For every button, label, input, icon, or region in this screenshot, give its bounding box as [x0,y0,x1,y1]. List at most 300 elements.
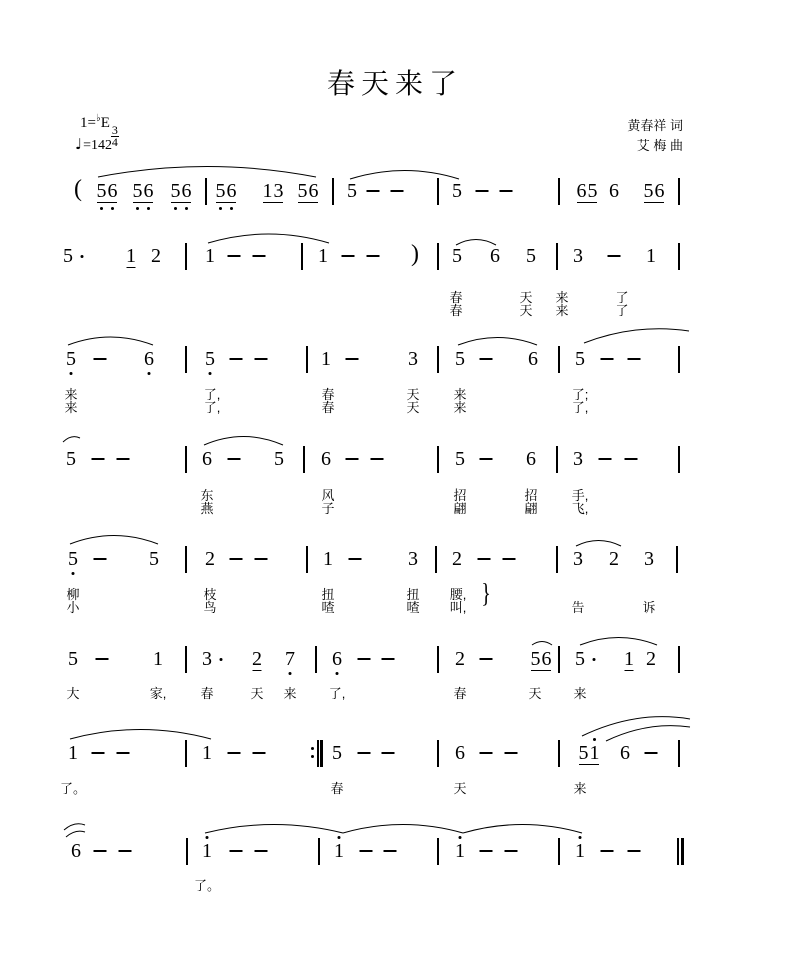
barline [186,838,188,865]
barline [558,178,560,205]
note-token [573,548,584,570]
slur [532,642,552,646]
low-octave-dot [336,672,339,675]
note-digit: 5 [587,180,598,202]
barline [435,546,437,573]
barline [437,346,439,373]
note-digit: 5 [452,180,462,202]
note-token [490,245,501,267]
note-token [205,348,216,370]
duration-dash [349,558,362,560]
note-digit: 6 [143,180,154,202]
duration-dash [628,358,641,360]
note-token [578,742,600,764]
eighth-beam [253,670,262,671]
note-token [455,840,466,862]
duration-dash [478,558,491,560]
lyric-syllable: 了, [328,686,346,701]
note-digit: 6 [332,648,343,670]
slur [64,824,85,830]
slur [350,171,459,180]
note-digit: 5 [526,245,536,267]
note-token [297,180,319,202]
lyric-syllable: 天 [519,303,533,318]
note-token [215,180,237,202]
barline [678,646,680,673]
duration-dash [382,658,395,660]
meter-denominator: 4 [111,135,118,149]
eighth-beam [127,267,136,268]
duration-dash [228,255,241,257]
note-token [408,348,419,370]
note-digit: 5 [132,180,143,202]
augmentation-dot [593,658,596,661]
slur [68,337,153,345]
lyric-syllable: 招 [524,488,538,503]
note-digit: 5 [530,648,541,670]
duration-dash [228,752,241,754]
note-digit: 2 [151,245,161,267]
note-token [262,180,284,202]
duration-dash [601,358,614,360]
lyric-syllable: 春 [330,781,344,796]
barline [678,446,680,473]
lyric-syllable: 天 [406,387,420,402]
duration-dash [228,458,241,460]
lyric-syllable: 子 [321,501,335,516]
lyric-syllable: 了 [615,303,629,318]
slur [98,167,316,178]
note-digit: 5 [215,180,226,202]
note-digit: 1 [126,245,136,267]
note-digit: 6 [181,180,192,202]
phrase-paren: ( [74,176,82,202]
eighth-beam [216,202,236,203]
note-digit: 7 [285,648,296,670]
lyric-syllable: 来 [64,400,78,415]
barline [437,243,439,270]
note-token [68,648,79,670]
note-digit: 5 [578,742,589,764]
note-digit: 5 [575,348,585,370]
note-digit: 2 [646,648,656,670]
lyric-syllable: 诉 [642,600,656,615]
barline [437,446,439,473]
eighth-beam [298,202,318,203]
note-token [575,840,586,862]
note-token [455,648,466,670]
note-token [347,180,358,202]
note-token [528,348,539,370]
note-digit: 5 [332,742,342,764]
lyric-syllable: 来 [555,303,569,318]
note-token [202,742,213,764]
note-token [575,348,586,370]
note-digit: 3 [408,348,418,370]
low-octave-dot [209,372,212,375]
note-token [609,548,620,570]
note-digit: 5 [643,180,654,202]
note-digit: 6 [576,180,587,202]
barline [205,178,207,205]
duration-dash [391,190,404,192]
slur [208,234,329,243]
eighth-beam [171,202,191,203]
lyric-syllable: 喳 [406,600,420,615]
note-digit: 6 [620,742,630,764]
note-digit: 1 [202,840,213,862]
eighth-beam [625,670,634,671]
final-bar-mark [681,838,684,865]
key-note: E [100,115,110,131]
note-digit: 1 [646,245,656,267]
duration-dash [119,850,132,852]
augmentation-dot [81,255,84,258]
low-octave-dot [136,207,139,210]
note-digit: 1 [589,742,600,764]
duration-dash [599,458,612,460]
barline [556,546,558,573]
note-digit: 1 [68,742,78,764]
note-digit: 3 [644,548,654,570]
barline [678,243,680,270]
duration-dash [346,458,359,460]
note-token [609,180,620,202]
lyric-syllable: 来 [453,400,467,415]
tempo-marking [75,135,112,154]
eighth-beam [531,670,551,671]
duration-dash [628,850,641,852]
slur [580,638,657,646]
duration-dash [342,255,355,257]
duration-dash [346,358,359,360]
duration-dash [117,752,130,754]
eighth-beam [263,202,283,203]
note-digit: 5 [297,180,308,202]
lyric-syllable: 燕 [200,501,214,516]
note-digit: 1 [455,840,466,862]
duration-dash [94,358,107,360]
duration-dash [358,658,371,660]
slur [576,541,621,547]
low-octave-dot [70,372,73,375]
note-token [202,648,213,670]
note-token [151,245,162,267]
duration-dash [503,558,516,560]
low-octave-dot [230,207,233,210]
barline [185,446,187,473]
lyric-syllable: 了。 [59,781,87,796]
barline [303,446,305,473]
note-token [321,348,332,370]
note-digit: 6 [541,648,552,670]
barline [558,740,560,767]
duration-dash [476,190,489,192]
note-digit: 5 [96,180,107,202]
eighth-beam [577,202,597,203]
duration-dash [92,752,105,754]
barline [678,178,680,205]
lyric-syllable: 了 [615,290,629,305]
note-digit: 5 [68,648,78,670]
duration-dash [500,190,513,192]
duration-dash [480,358,493,360]
barline [678,740,680,767]
note-digit: 2 [452,548,462,570]
low-octave-dot [174,207,177,210]
duration-dash [608,255,621,257]
note-token [170,180,192,202]
note-digit: 1 [624,648,634,670]
note-token [646,245,657,267]
note-digit: 6 [526,448,536,470]
note-token [205,245,216,267]
barline [315,646,317,673]
lyric-syllable: 大 [66,686,80,701]
tempo-value: =142 [83,138,112,153]
note-digit: 5 [149,548,159,570]
lyric-syllable: 腰, [449,587,467,602]
barline [558,838,560,865]
final-bar-mark [677,838,679,865]
repeat-mark [320,740,323,767]
duration-dash [92,458,105,460]
note-token [68,742,79,764]
note-token [452,180,463,202]
slur [606,726,690,741]
lyric-syllable: 天 [519,290,533,305]
high-octave-dot [338,836,341,839]
lyric-syllable: 翩 [524,501,538,516]
note-digit: 3 [573,548,583,570]
note-digit: 5 [274,448,284,470]
note-token [202,448,213,470]
slur [70,536,158,545]
lyric-syllable: 了, [203,400,221,415]
note-token [202,840,213,862]
note-token [643,180,665,202]
barline [676,546,678,573]
slur [463,825,582,834]
note-digit: 6 [455,742,465,764]
lyric-syllable: 招 [453,488,467,503]
duration-dash [382,752,395,754]
duration-dash [480,752,493,754]
duration-dash [117,458,130,460]
note-token [332,742,343,764]
lyric-syllable: 春 [321,400,335,415]
lyric-syllable: 天 [406,400,420,415]
note-token [646,648,657,670]
lyric-syllable: 告 [571,600,585,615]
barline [437,178,439,205]
note-digit: 3 [573,245,583,267]
note-digit: 6 [490,245,500,267]
note-token [332,648,343,670]
composer-credit: 艾 梅 曲 [636,138,683,153]
note-digit: 5 [455,448,465,470]
note-token [526,448,537,470]
lyric-syllable: 小 [66,600,80,615]
duration-dash [230,358,243,360]
note-digit: 6 [202,448,212,470]
note-token [66,448,77,470]
barline [185,740,187,767]
final-barline [677,838,684,865]
duration-dash [505,752,518,754]
note-token [408,548,419,570]
lyric-syllable: 来 [64,387,78,402]
duration-dash [371,458,384,460]
lyric-syllable: 天 [528,686,542,701]
slur [582,717,690,736]
duration-dash [255,850,268,852]
note-digit: 5 [63,245,73,267]
barline [185,646,187,673]
note-token [573,448,584,470]
note-token [455,348,466,370]
duration-dash [384,850,397,852]
lyric-syllable: 来 [453,387,467,402]
slur [66,831,85,837]
note-token [144,348,155,370]
eighth-beam [644,202,664,203]
lyric-syllable: 春 [321,387,335,402]
note-token [318,245,329,267]
note-digit: 6 [321,448,331,470]
barline [185,546,187,573]
note-token [321,448,332,470]
note-digit: 5 [66,348,77,370]
note-token [455,448,466,470]
barline [556,243,558,270]
note-token [63,245,74,267]
note-digit: 2 [455,648,465,670]
duration-dash [255,358,268,360]
note-token [274,448,285,470]
note-digit: 6 [609,180,619,202]
duration-dash [360,850,373,852]
flat-icon: ♭ [95,113,101,124]
note-digit: 2 [252,648,262,670]
lyric-syllable: 了。 [193,878,221,893]
lyric-syllable: 天 [453,781,467,796]
meter-numerator: 3 [111,123,118,137]
barline [437,838,439,865]
low-octave-dot [148,372,151,375]
note-digit: 6 [308,180,319,202]
slur [63,437,80,442]
lyricist-credit: 黄春祥 词 [627,118,683,133]
note-token [149,548,160,570]
low-octave-dot [289,672,292,675]
lyric-syllable: 扭 [406,587,420,602]
note-digit: 5 [205,348,216,370]
repeat-mark [311,755,314,758]
note-digit: 3 [273,180,284,202]
duration-dash [480,850,493,852]
lyric-syllable: 来 [555,290,569,305]
note-digit: 2 [205,548,215,570]
low-octave-dot [147,207,150,210]
note-digit: 6 [107,180,118,202]
duration-dash [367,255,380,257]
duration-dash [625,458,638,460]
lyric-syllable: 了; [571,387,589,402]
quarter-note-icon: ♩ [75,135,83,153]
note-token [624,648,635,670]
lyric-syllable: 枝 [203,587,217,602]
note-token [526,245,537,267]
barline [332,178,334,205]
note-token [96,180,118,202]
duration-dash [601,850,614,852]
note-token [323,548,334,570]
lyric-syllable: 天 [250,686,264,701]
eighth-beam [133,202,153,203]
duration-dash [230,850,243,852]
note-token [452,548,463,570]
lyric-syllable: 飞, [571,501,589,516]
low-octave-dot [100,207,103,210]
note-digit: 1 [153,648,163,670]
duration-dash [480,458,493,460]
note-token [66,348,77,370]
high-octave-dot [593,738,596,741]
note-digit: 1 [575,840,586,862]
barline [185,346,187,373]
note-token [205,548,216,570]
note-digit: 5 [68,548,79,570]
slur [343,825,463,834]
note-digit: 6 [71,840,81,862]
duration-dash [94,850,107,852]
barline [318,838,320,865]
note-digit: 3 [573,448,583,470]
duration-dash [358,752,371,754]
duration-dash [505,850,518,852]
barline [678,346,680,373]
lyric-syllable: 来 [573,781,587,796]
lyric-syllable: 了, [571,400,589,415]
lyric-syllable: 了, [203,387,221,402]
high-octave-dot [579,836,582,839]
note-token [530,648,552,670]
duration-dash [253,752,266,754]
barline [558,346,560,373]
slur [70,730,211,740]
low-octave-dot [111,207,114,210]
note-digit: 6 [144,348,155,370]
lyric-syllable: 叫, [449,600,467,615]
note-token [455,742,466,764]
eighth-beam [579,764,599,765]
repeat-mark [311,747,314,750]
key-prefix: 1= [80,115,96,131]
barline [437,740,439,767]
note-token [575,648,586,670]
lyric-syllable: 鸟 [203,600,217,615]
note-digit: 6 [528,348,538,370]
note-digit: 6 [654,180,665,202]
barline [306,546,308,573]
barline [185,243,187,270]
duration-dash [94,558,107,560]
repeat-barline [311,740,322,767]
note-digit: 1 [318,245,328,267]
verse-brace: } [481,578,491,609]
augmentation-dot [220,658,223,661]
